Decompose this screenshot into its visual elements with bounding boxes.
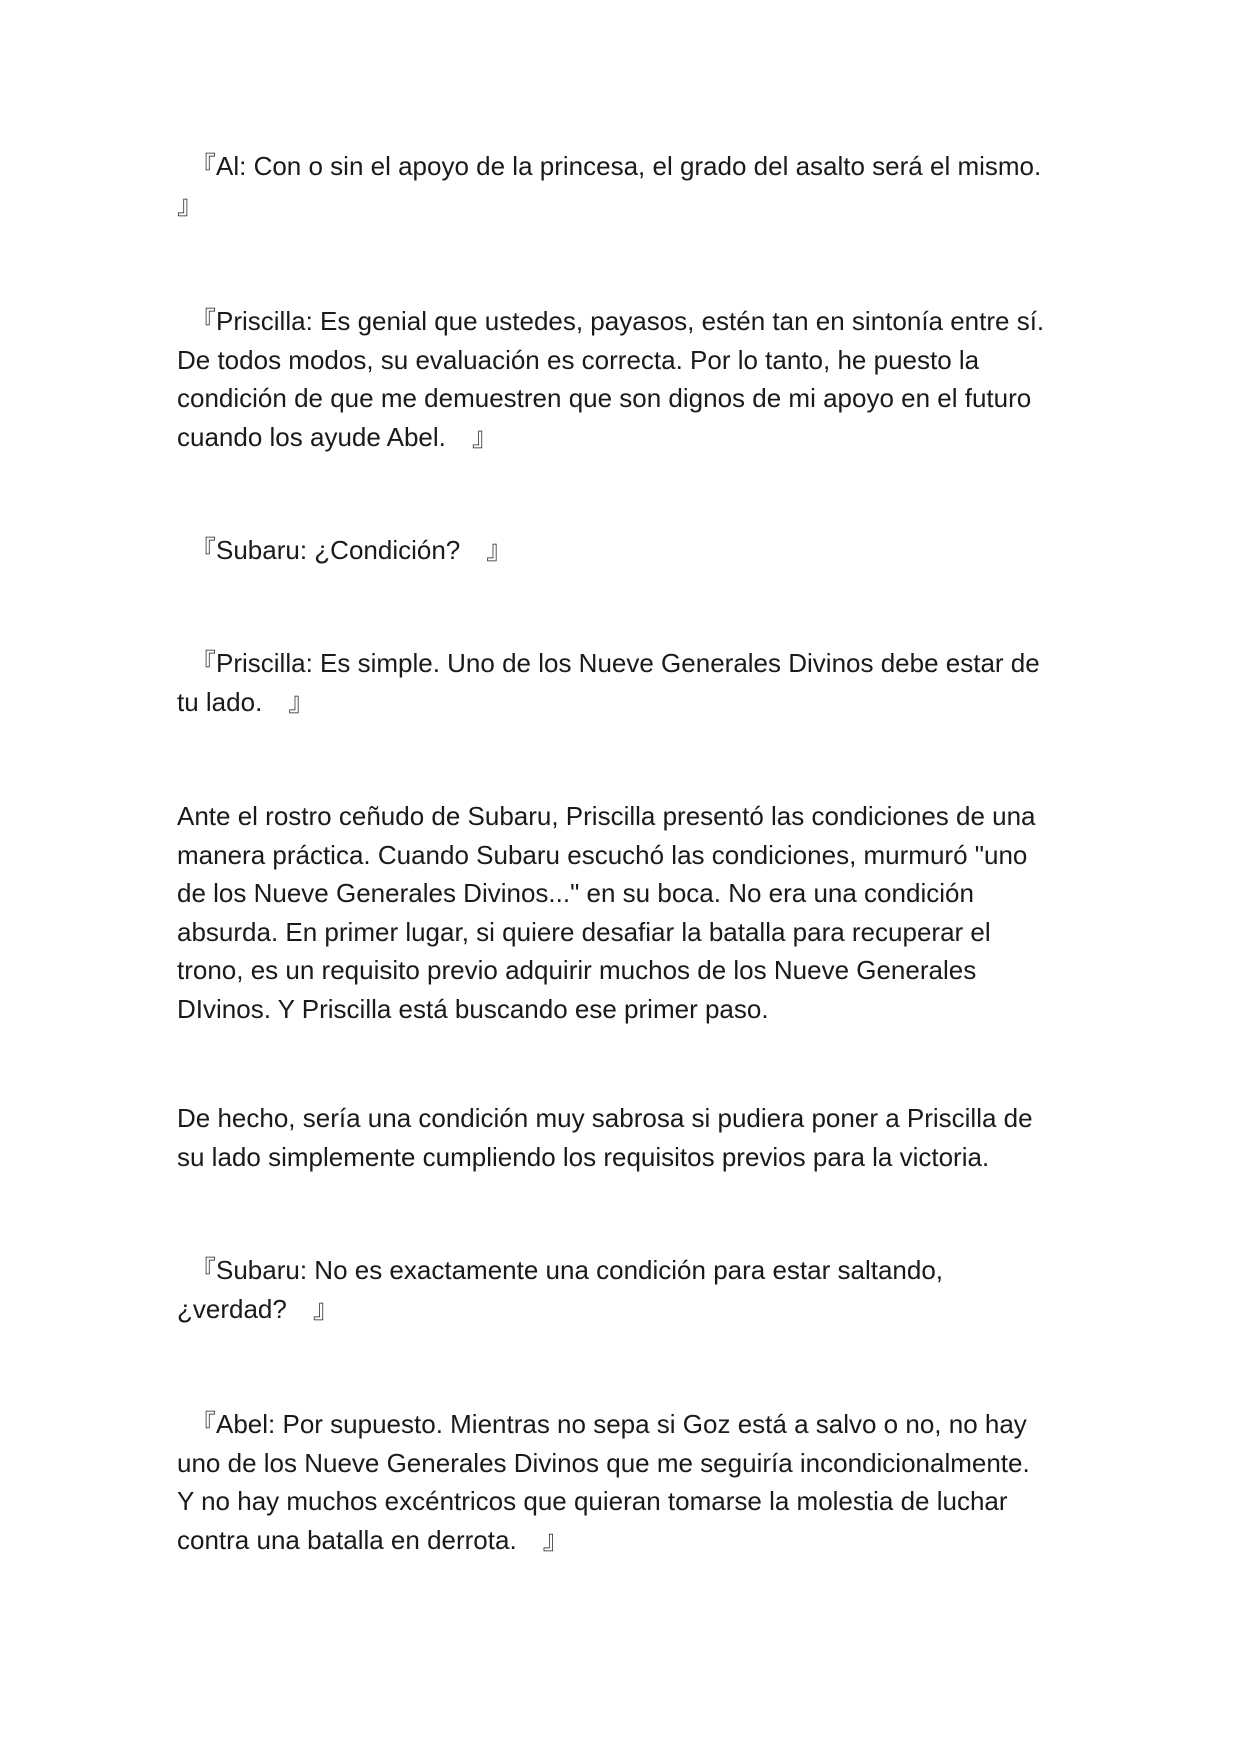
- dialogue-priscilla-simple: 『Priscilla: Es simple. Uno de los Nueve Generales Divinos debe estar de tu lado. 』: [177, 648, 1040, 717]
- narration-tasty-condition: De hecho, sería una condición muy sabrosa si pudiera poner a Priscilla de su lado simplemente cumpliendo los requisitos previos para la victoria.: [177, 1103, 1033, 1172]
- dialogue-subaru-jumping: 『Subaru: No es exactamente una condición para estar saltando, ¿verdad? 』: [177, 1255, 944, 1324]
- narration-conditions: Ante el rostro ceñudo de Subaru, Priscilla presentó las condiciones de una manera práctica. Cuando Subaru escuchó las condiciones, murmuró "uno de los Nueve Generales Divinos..." en su boca. No era una condición absurda. En primer lugar, si quiere desafiar la batalla para recuperar el trono, es un requisito previo adquirir muchos de los Nueve Generales DIvinos. Y Priscilla está buscando ese primer paso.: [177, 801, 1036, 1024]
- dialogue-abel: 『Abel: Por supuesto. Mientras no sepa si Goz está a salvo o no, no hay uno de los Nueve Generales Divinos que me seguiría incondicionalmente. Y no hay muchos excéntricos que quieran tomarse la molestia de luchar contra una batalla en derrota. 』: [177, 1409, 1030, 1555]
- dialogue-priscilla-evaluation: 『Priscilla: Es genial que ustedes, payasos, estén tan en sintonía entre sí. De todos modos, su evaluación es correcta. Por lo tanto, he puesto la condición de que me demuestren que son dignos de mi apoyo en el futuro cuando los ayude Abel. 』: [177, 306, 1045, 452]
- dialogue-al: 『Al: Con o sin el apoyo de la princesa, el grado del asalto será el mismo. 』: [177, 151, 1042, 220]
- dialogue-subaru-condition: 『Subaru: ¿Condición? 』: [177, 535, 513, 565]
